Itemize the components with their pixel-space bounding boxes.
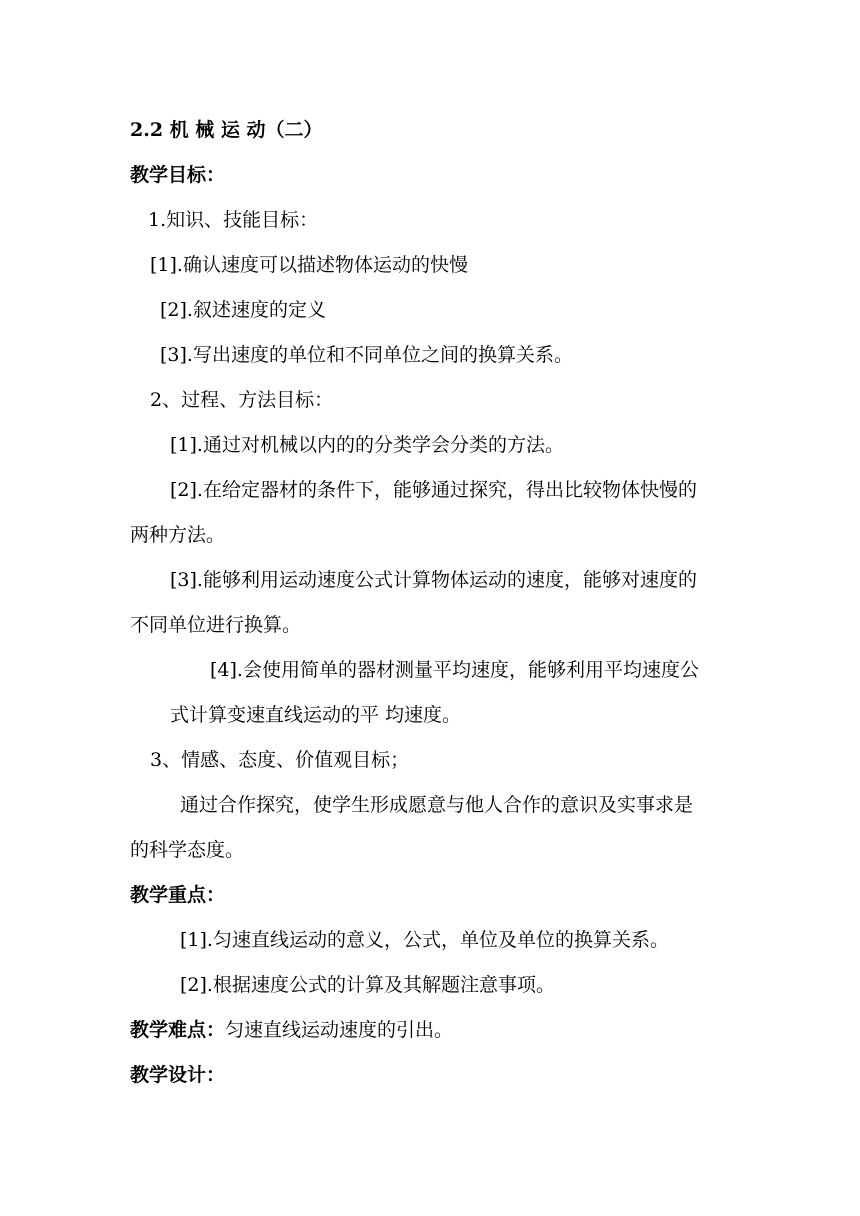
key-points-heading: 教学重点： xyxy=(130,884,226,906)
section1-heading: 1.知识、技能目标： xyxy=(148,209,319,231)
key-point-item-2: [2].根据速度公式的计算及其解题注意事项。 xyxy=(180,974,555,996)
section3-text-line-2: 的科学态度。 xyxy=(130,839,245,861)
section1-item-3: [3].写出速度的单位和不同单位之间的换算关系。 xyxy=(160,344,573,366)
section2-item-4-line-1: [4].会使用简单的器材测量平均速度，能够利用平均速度公 xyxy=(210,659,699,681)
section2-item-2-line-1: [2].在给定器材的条件下，能够通过探究，得出比较物体快慢的 xyxy=(170,479,697,501)
key-point-item-1: [1].匀速直线运动的意义，公式，单位及单位的换算关系。 xyxy=(180,929,669,951)
section3-text-line-1: 通过合作探究，使学生形成愿意与他人合作的意识及实事求是 xyxy=(180,794,694,816)
section1-item-1: [1].确认速度可以描述物体运动的快慢 xyxy=(150,254,468,276)
section3-heading: 3、情感、态度、价值观目标； xyxy=(150,749,410,771)
difficulty-text: 匀速直线运动速度的引出。 xyxy=(225,1019,454,1041)
section2-item-3-line-2: 不同单位进行换算。 xyxy=(130,614,302,636)
objectives-heading: 教学目标： xyxy=(130,164,226,186)
section2-item-3-line-1: [3].能够利用运动速度公式计算物体运动的速度，能够对速度的 xyxy=(170,569,697,591)
section1-item-2: [2].叙述速度的定义 xyxy=(160,299,326,321)
design-heading: 教学设计： xyxy=(130,1064,226,1086)
section2-item-2-line-2: 两种方法。 xyxy=(130,524,226,546)
section2-item-1: [1].通过对机械以内的的分类学会分类的方法。 xyxy=(170,434,564,456)
difficulty-line xyxy=(130,1018,453,1042)
section2-item-4-line-2: 式计算变速直线运动的平 均速度。 xyxy=(170,704,462,726)
document-title: 2.2 机 械 运 动（二） xyxy=(130,119,323,141)
difficulty-heading: 教学难点： xyxy=(130,1019,226,1041)
section2-heading: 2、过程、方法目标： xyxy=(150,389,334,411)
